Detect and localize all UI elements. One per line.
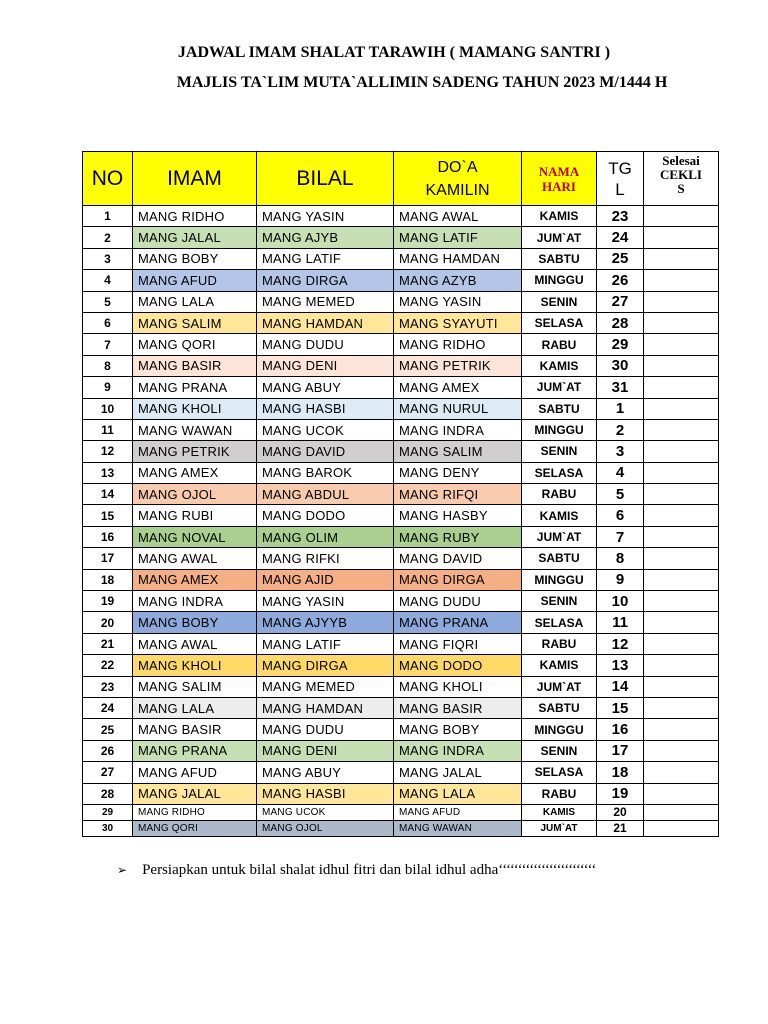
row-doa: MANG DAVID — [394, 548, 522, 569]
row-no: 13 — [83, 462, 133, 483]
row-checkbox-cell — [644, 591, 719, 612]
header-tgl-line2: L — [615, 179, 625, 199]
row-hari: SELASA — [522, 312, 597, 333]
row-no: 11 — [83, 419, 133, 440]
row-bilal: MANG MEMED — [257, 291, 394, 312]
row-doa: MANG HAMDAN — [394, 248, 522, 269]
page-title: JADWAL IMAM SHALAT TARAWIH ( MAMANG SANTRI ) — [177, 44, 611, 61]
row-doa: MANG NURUL — [394, 398, 522, 419]
row-imam: MANG LALA — [133, 697, 257, 718]
row-bilal: MANG YASIN — [257, 206, 394, 227]
row-bilal: MANG YASIN — [257, 591, 394, 612]
row-doa: MANG INDRA — [394, 740, 522, 761]
row-bilal: MANG DIRGA — [257, 270, 394, 291]
row-checkbox-cell — [644, 740, 719, 761]
row-imam: MANG SALIM — [133, 676, 257, 697]
row-imam: MANG AMEX — [133, 462, 257, 483]
table-row — [83, 820, 719, 836]
row-tgl: 27 — [597, 291, 644, 312]
row-hari: SENIN — [522, 591, 597, 612]
row-tgl: 7 — [597, 526, 644, 547]
row-checkbox-cell — [644, 484, 719, 505]
table-row — [83, 227, 719, 248]
row-imam: MANG PRANA — [133, 377, 257, 398]
row-tgl: 17 — [597, 740, 644, 761]
row-no: 22 — [83, 655, 133, 676]
row-imam: MANG BASIR — [133, 355, 257, 376]
row-hari: MINGGU — [522, 569, 597, 590]
row-checkbox-cell — [644, 762, 719, 783]
schedule-table — [82, 151, 719, 837]
row-imam: MANG JALAL — [133, 783, 257, 804]
row-imam: MANG WAWAN — [133, 419, 257, 440]
row-no: 1 — [83, 206, 133, 227]
row-tgl: 30 — [597, 355, 644, 376]
row-hari: SENIN — [522, 291, 597, 312]
row-bilal: MANG ABDUL — [257, 484, 394, 505]
table-row — [83, 377, 719, 398]
row-doa: MANG SALIM — [394, 441, 522, 462]
row-checkbox-cell — [644, 505, 719, 526]
row-imam: MANG QORI — [133, 334, 257, 355]
row-bilal: MANG ABUY — [257, 762, 394, 783]
row-tgl: 26 — [597, 270, 644, 291]
row-tgl: 3 — [597, 441, 644, 462]
row-tgl: 12 — [597, 633, 644, 654]
row-bilal: MANG OLIM — [257, 526, 394, 547]
row-hari: JUM`AT — [522, 676, 597, 697]
row-checkbox-cell — [644, 783, 719, 804]
footer-note-text: Persiapkan untuk bilal shalat idhul fitri dan bilal idhul adha‘‘‘‘‘‘‘‘‘‘‘‘‘‘‘‘‘‘‘‘‘‘‘‘‘ — [142, 862, 597, 878]
row-imam: MANG NOVAL — [133, 526, 257, 547]
row-bilal: MANG DUDU — [257, 719, 394, 740]
row-imam: MANG BOBY — [133, 248, 257, 269]
header-doa-kamilin — [394, 152, 522, 206]
row-hari: KAMIS — [522, 206, 597, 227]
row-doa: MANG RUBY — [394, 526, 522, 547]
row-no: 27 — [83, 762, 133, 783]
row-bilal: MANG AJYB — [257, 227, 394, 248]
row-tgl: 24 — [597, 227, 644, 248]
row-doa: MANG JALAL — [394, 762, 522, 783]
row-bilal: MANG HAMDAN — [257, 312, 394, 333]
row-bilal: MANG DAVID — [257, 441, 394, 462]
row-imam: MANG KHOLI — [133, 398, 257, 419]
row-no: 17 — [83, 548, 133, 569]
row-bilal: MANG ABUY — [257, 377, 394, 398]
row-checkbox-cell — [644, 227, 719, 248]
row-imam: MANG RUBI — [133, 505, 257, 526]
row-doa: MANG RIDHO — [394, 334, 522, 355]
row-tgl: 21 — [597, 820, 644, 836]
table-row — [83, 462, 719, 483]
table-row — [83, 633, 719, 654]
row-hari: SABTU — [522, 697, 597, 718]
row-bilal: MANG DIRGA — [257, 655, 394, 676]
table-body — [83, 206, 719, 837]
row-checkbox-cell — [644, 355, 719, 376]
row-no: 12 — [83, 441, 133, 462]
table-row — [83, 270, 719, 291]
row-doa: MANG FIQRI — [394, 633, 522, 654]
header-bilal: BILAL — [257, 152, 394, 206]
row-doa: MANG PRANA — [394, 612, 522, 633]
table-row — [83, 591, 719, 612]
row-hari: JUM`AT — [522, 377, 597, 398]
table-header-row — [83, 152, 719, 206]
table-row — [83, 291, 719, 312]
row-hari: SABTU — [522, 548, 597, 569]
table-row — [83, 740, 719, 761]
row-hari: SENIN — [522, 441, 597, 462]
row-no: 9 — [83, 377, 133, 398]
row-doa: MANG BOBY — [394, 719, 522, 740]
row-tgl: 9 — [597, 569, 644, 590]
table-row — [83, 334, 719, 355]
row-bilal: MANG UCOK — [257, 804, 394, 820]
row-no: 16 — [83, 526, 133, 547]
row-checkbox-cell — [644, 719, 719, 740]
header-tgl — [597, 152, 644, 206]
row-hari: JUM`AT — [522, 820, 597, 836]
row-hari: RABU — [522, 633, 597, 654]
row-bilal: MANG DUDU — [257, 334, 394, 355]
row-checkbox-cell — [644, 334, 719, 355]
row-no: 28 — [83, 783, 133, 804]
header-doa-line1: DO`A — [437, 158, 478, 176]
row-tgl: 18 — [597, 762, 644, 783]
row-imam: MANG AFUD — [133, 762, 257, 783]
row-no: 26 — [83, 740, 133, 761]
page-subtitle: MAJLIS TA`LIM MUTA`ALLIMIN SADENG TAHUN 2023 M/1444 H — [176, 74, 668, 91]
row-doa: MANG DODO — [394, 655, 522, 676]
row-checkbox-cell — [644, 248, 719, 269]
row-imam: MANG SALIM — [133, 312, 257, 333]
table-row — [83, 762, 719, 783]
row-hari: RABU — [522, 783, 597, 804]
row-imam: MANG QORI — [133, 820, 257, 836]
row-tgl: 14 — [597, 676, 644, 697]
header-hari-line2: HARI — [542, 178, 576, 194]
table-row — [83, 206, 719, 227]
row-bilal: MANG HASBI — [257, 783, 394, 804]
row-no: 10 — [83, 398, 133, 419]
row-bilal: MANG HAMDAN — [257, 697, 394, 718]
row-imam: MANG RIDHO — [133, 804, 257, 820]
row-tgl: 8 — [597, 548, 644, 569]
row-checkbox-cell — [644, 377, 719, 398]
row-checkbox-cell — [644, 569, 719, 590]
row-doa: MANG AFUD — [394, 804, 522, 820]
row-bilal: MANG DENI — [257, 740, 394, 761]
row-doa: MANG AZYB — [394, 270, 522, 291]
row-checkbox-cell — [644, 697, 719, 718]
footer-note — [117, 862, 596, 879]
row-no: 29 — [83, 804, 133, 820]
row-checkbox-cell — [644, 526, 719, 547]
row-hari: RABU — [522, 334, 597, 355]
row-imam: MANG AWAL — [133, 548, 257, 569]
row-no: 8 — [83, 355, 133, 376]
row-imam: MANG JALAL — [133, 227, 257, 248]
header-nama-hari — [522, 152, 597, 206]
row-tgl: 13 — [597, 655, 644, 676]
row-tgl: 29 — [597, 334, 644, 355]
row-no: 6 — [83, 312, 133, 333]
row-checkbox-cell — [644, 270, 719, 291]
row-no: 23 — [83, 676, 133, 697]
row-bilal: MANG DENI — [257, 355, 394, 376]
row-checkbox-cell — [644, 206, 719, 227]
row-no: 21 — [83, 633, 133, 654]
arrow-bullet-icon: ➢ — [117, 863, 128, 877]
table-row — [83, 569, 719, 590]
row-no: 2 — [83, 227, 133, 248]
row-hari: KAMIS — [522, 804, 597, 820]
row-no: 30 — [83, 820, 133, 836]
row-doa: MANG RIFQI — [394, 484, 522, 505]
row-tgl: 28 — [597, 312, 644, 333]
table-row — [83, 526, 719, 547]
row-bilal: MANG LATIF — [257, 248, 394, 269]
row-doa: MANG DUDU — [394, 591, 522, 612]
table-row — [83, 505, 719, 526]
row-checkbox-cell — [644, 312, 719, 333]
row-imam: MANG BOBY — [133, 612, 257, 633]
row-checkbox-cell — [644, 820, 719, 836]
row-checkbox-cell — [644, 655, 719, 676]
table-row — [83, 419, 719, 440]
row-doa: MANG AWAL — [394, 206, 522, 227]
row-hari: MINGGU — [522, 719, 597, 740]
row-imam: MANG AWAL — [133, 633, 257, 654]
row-imam: MANG INDRA — [133, 591, 257, 612]
table-row — [83, 676, 719, 697]
table-row — [83, 719, 719, 740]
row-tgl: 16 — [597, 719, 644, 740]
row-tgl: 6 — [597, 505, 644, 526]
row-imam: MANG AMEX — [133, 569, 257, 590]
row-doa: MANG YASIN — [394, 291, 522, 312]
row-doa: MANG HASBY — [394, 505, 522, 526]
row-imam: MANG OJOL — [133, 484, 257, 505]
row-no: 18 — [83, 569, 133, 590]
row-bilal: MANG OJOL — [257, 820, 394, 836]
row-no: 7 — [83, 334, 133, 355]
row-checkbox-cell — [644, 291, 719, 312]
table-row — [83, 697, 719, 718]
row-checkbox-cell — [644, 398, 719, 419]
row-doa: MANG DIRGA — [394, 569, 522, 590]
row-no: 20 — [83, 612, 133, 633]
header-no: NO — [83, 152, 133, 206]
row-bilal: MANG HASBI — [257, 398, 394, 419]
row-tgl: 15 — [597, 697, 644, 718]
row-hari: SELASA — [522, 762, 597, 783]
header-selesai-line3: S — [677, 181, 685, 196]
header-imam: IMAM — [133, 152, 257, 206]
row-checkbox-cell — [644, 804, 719, 820]
row-bilal: MANG LATIF — [257, 633, 394, 654]
row-checkbox-cell — [644, 548, 719, 569]
row-doa: MANG BASIR — [394, 697, 522, 718]
table-row — [83, 441, 719, 462]
row-imam: MANG RIDHO — [133, 206, 257, 227]
row-bilal: MANG UCOK — [257, 419, 394, 440]
header-selesai-line2: CEKLI — [660, 167, 702, 182]
row-no: 25 — [83, 719, 133, 740]
row-tgl: 4 — [597, 462, 644, 483]
table-row — [83, 312, 719, 333]
row-no: 15 — [83, 505, 133, 526]
header-doa-line2: KAMILIN — [425, 181, 490, 199]
row-hari: SELASA — [522, 462, 597, 483]
table-row — [83, 484, 719, 505]
row-doa: MANG SYAYUTI — [394, 312, 522, 333]
row-checkbox-cell — [644, 612, 719, 633]
row-hari: SABTU — [522, 398, 597, 419]
table-row — [83, 783, 719, 804]
row-checkbox-cell — [644, 419, 719, 440]
header-selesai — [644, 152, 719, 206]
row-checkbox-cell — [644, 633, 719, 654]
row-checkbox-cell — [644, 676, 719, 697]
row-doa: MANG LALA — [394, 783, 522, 804]
row-tgl: 25 — [597, 248, 644, 269]
table-row — [83, 398, 719, 419]
row-imam: MANG PETRIK — [133, 441, 257, 462]
row-hari: KAMIS — [522, 655, 597, 676]
table-row — [83, 355, 719, 376]
row-bilal: MANG MEMED — [257, 676, 394, 697]
row-tgl: 19 — [597, 783, 644, 804]
row-tgl: 23 — [597, 206, 644, 227]
table-row — [83, 548, 719, 569]
row-no: 5 — [83, 291, 133, 312]
table-row — [83, 655, 719, 676]
table-row — [83, 612, 719, 633]
row-bilal: MANG AJYYB — [257, 612, 394, 633]
row-no: 14 — [83, 484, 133, 505]
row-imam: MANG AFUD — [133, 270, 257, 291]
row-tgl: 2 — [597, 419, 644, 440]
row-imam: MANG BASIR — [133, 719, 257, 740]
row-hari: SELASA — [522, 612, 597, 633]
row-bilal: MANG RIFKI — [257, 548, 394, 569]
row-tgl: 31 — [597, 377, 644, 398]
row-tgl: 1 — [597, 398, 644, 419]
row-hari: JUM`AT — [522, 526, 597, 547]
header-tgl-line1: TG — [608, 158, 632, 178]
table-row — [83, 248, 719, 269]
row-hari: MINGGU — [522, 270, 597, 291]
row-bilal: MANG DODO — [257, 505, 394, 526]
row-tgl: 10 — [597, 591, 644, 612]
table-row — [83, 804, 719, 820]
row-doa: MANG PETRIK — [394, 355, 522, 376]
row-hari: JUM`AT — [522, 227, 597, 248]
row-imam: MANG PRANA — [133, 740, 257, 761]
row-hari: KAMIS — [522, 355, 597, 376]
row-hari: SENIN — [522, 740, 597, 761]
row-no: 19 — [83, 591, 133, 612]
row-hari: KAMIS — [522, 505, 597, 526]
header-hari-line1: NAMA — [538, 163, 580, 179]
row-doa: MANG LATIF — [394, 227, 522, 248]
row-doa: MANG INDRA — [394, 419, 522, 440]
row-imam: MANG KHOLI — [133, 655, 257, 676]
header-selesai-line1: Selesai — [662, 153, 700, 168]
row-hari: SABTU — [522, 248, 597, 269]
row-hari: RABU — [522, 484, 597, 505]
row-bilal: MANG AJID — [257, 569, 394, 590]
row-checkbox-cell — [644, 462, 719, 483]
row-doa: MANG KHOLI — [394, 676, 522, 697]
row-bilal: MANG BAROK — [257, 462, 394, 483]
row-no: 4 — [83, 270, 133, 291]
row-tgl: 11 — [597, 612, 644, 633]
row-no: 3 — [83, 248, 133, 269]
row-tgl: 20 — [597, 804, 644, 820]
row-tgl: 5 — [597, 484, 644, 505]
row-no: 24 — [83, 697, 133, 718]
row-checkbox-cell — [644, 441, 719, 462]
row-doa: MANG AMEX — [394, 377, 522, 398]
row-doa: MANG WAWAN — [394, 820, 522, 836]
row-imam: MANG LALA — [133, 291, 257, 312]
row-hari: MINGGU — [522, 419, 597, 440]
row-doa: MANG DENY — [394, 462, 522, 483]
